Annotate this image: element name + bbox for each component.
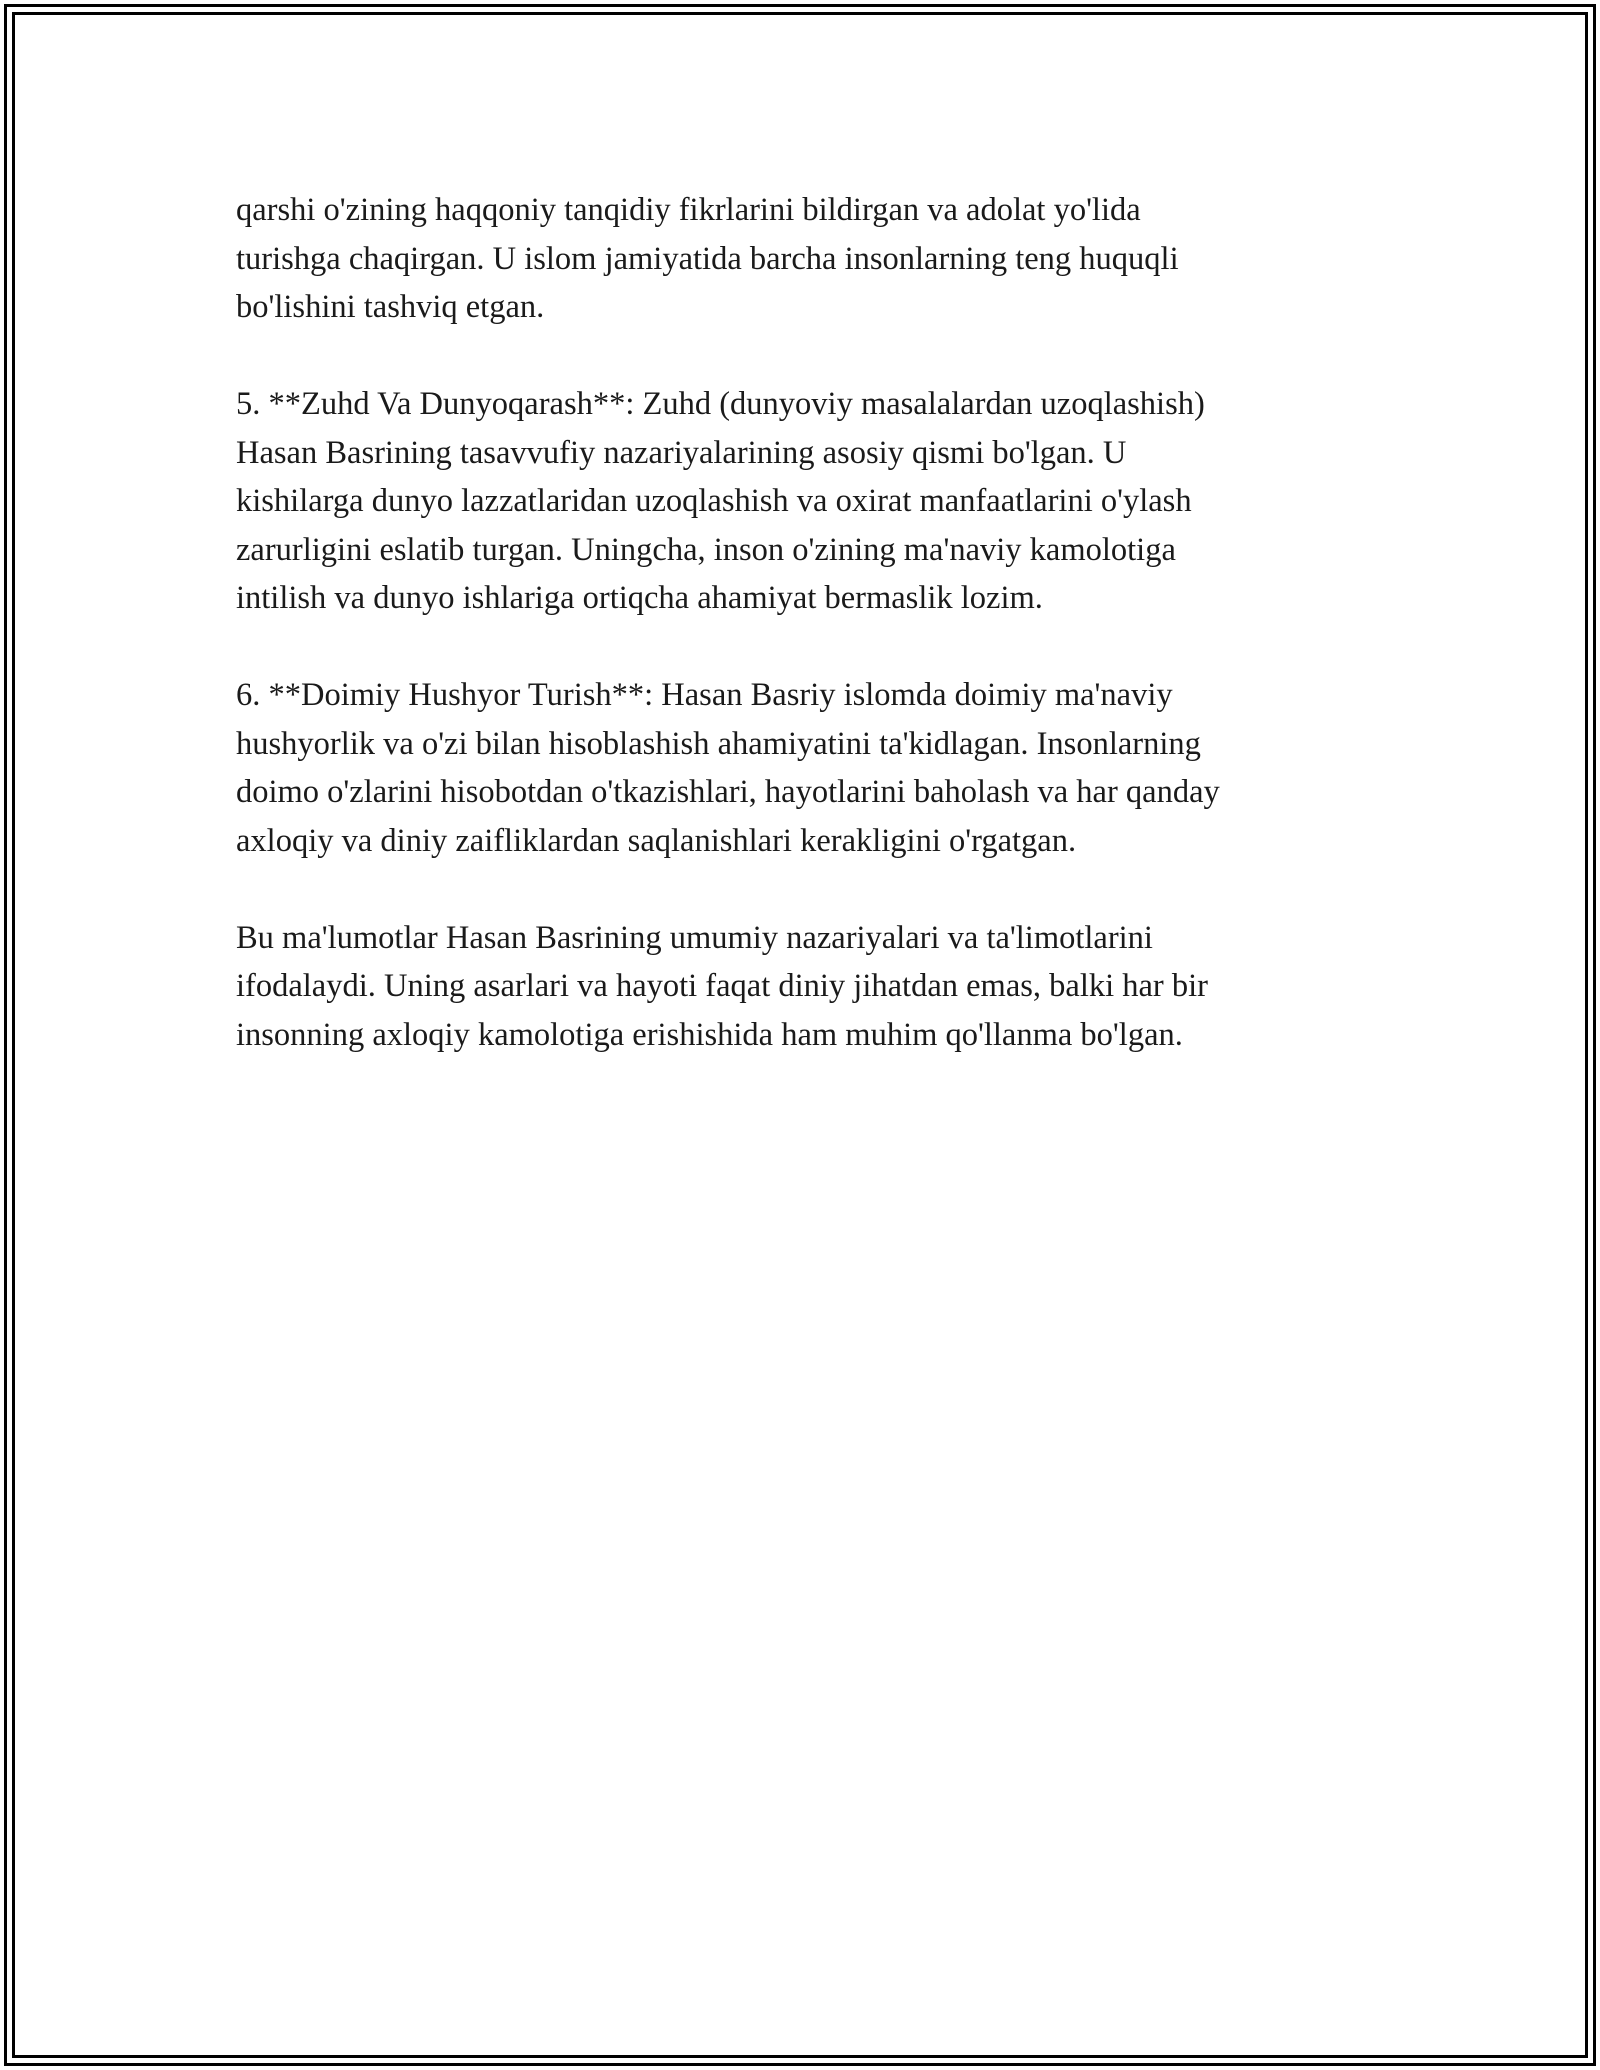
text-line: hushyorlik va o'zi bilan hisoblashish ahamiyatini ta'kidlagan. Insonlarning [236,725,1201,762]
document-body [236,186,1366,1108]
text-line: insonning axloqiy kamolotiga erishishida ham muhim qo'llanma bo'lgan. [236,1016,1183,1053]
text-line: 5. **Zuhd Va Dunyoqarash**: Zuhd (dunyoviy masalalardan uzoqlashish) [236,386,1205,422]
text-line: bo'lishini tashviq etgan. [236,289,545,325]
text-line: Hasan Basrining tasavvufiy nazariyalarining asosiy qismi bo'lgan. U [236,434,1127,471]
text-line: doimo o'zlarini hisobotdan o'tkazishlari, hayotlarini baholash va har qanday [236,774,1220,810]
paragraph-item-5 [236,380,1366,623]
text-line: axloqiy va diniy zaifliklardan saqlanishlari kerakligini o'rgatgan. [236,822,1077,859]
paragraph-continuation [236,186,1366,332]
text-line: intilish va dunyo ishlariga ortiqcha ahamiyat bermaslik lozim. [236,580,1043,616]
text-line: qarshi o'zining haqqoniy tanqidiy fikrlarini bildirgan va adolat yo'lida [236,192,1141,228]
text-line: zarurligini eslatib turgan. Uningcha, inson o'zining ma'naviy kamolotiga [236,531,1176,568]
text-line: kishilarga dunyo lazzatlaridan uzoqlashish va oxirat manfaatlarini o'ylash [236,483,1192,519]
text-line: ifodalaydi. Uning asarlari va hayoti faqat diniy jihatdan emas, balki har bir [236,968,1208,1004]
paragraph-item-6 [236,671,1366,865]
text-line: turishga chaqirgan. U islom jamiyatida barcha insonlarning teng huquqli [236,240,1179,277]
text-line: 6. **Doimiy Hushyor Turish**: Hasan Basriy islomda doimiy ma'naviy [236,677,1173,713]
text-line: Bu ma'lumotlar Hasan Basrining umumiy nazariyalari va ta'limotlarini [236,919,1153,956]
paragraph-conclusion [236,914,1366,1060]
